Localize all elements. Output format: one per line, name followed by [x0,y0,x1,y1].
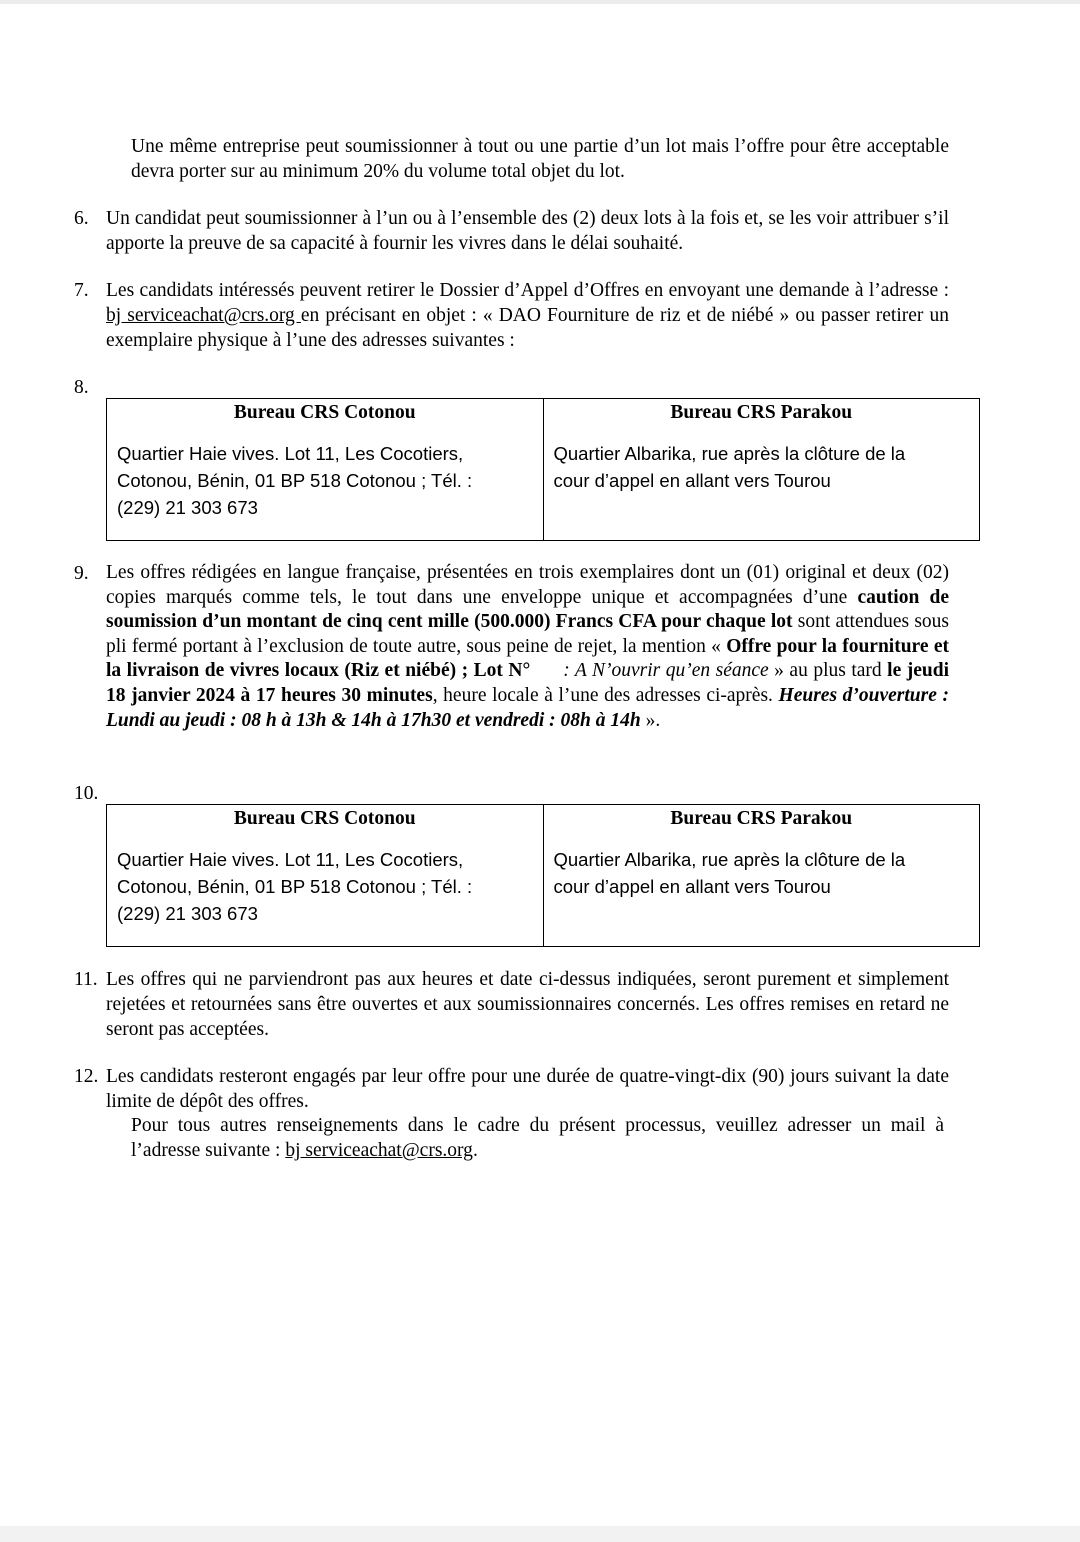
item-8-number: 8. [74,377,89,398]
item-9-bold-mention: Offre pour la fourniture et la livraison de vivres locaux (Riz et niébé) ; Lot N° [106,635,949,682]
item-9-opening-hours: Heures d’ouverture : Lundi au jeudi : 08 h à 13h & 14h à 17h30 et vendredi : 08h à 14h [106,684,949,731]
parakou-address-line: cour d’appel en allant vers Tourou [553,876,831,897]
cotonou-address-line: Cotonou, Bénin, 01 BP 518 Cotonou ; Tél. : [117,876,473,897]
item-11-text: Les offres qui ne parviendront pas aux heures et date ci-dessus indiquées, seront purement et simplement rejetées et retournées sans être ouvertes et aux soumissionnaires concernés. Les offres remises en retard ne seront pas acceptées. [106,969,949,1040]
item-7-text-a: Les candidats intéressés peuvent retirer le Dossier d’Appel d’Offres en envoyant une demande à l’adresse : [106,280,949,301]
address-table-10 [106,804,980,947]
item-9-paragraph [106,561,949,733]
cotonou-address-line: Cotonou, Bénin, 01 BP 518 Cotonou ; Tél. : [117,470,473,491]
item-12-number: 12. [74,1066,99,1087]
top-band [0,0,1080,4]
item-7-number: 7. [74,280,89,301]
item-11-paragraph [106,967,949,1042]
item-9-text: sont attendues sous pli fermé portant à l’exclusion de toute autre, sous peine de rejet, la mention « [106,611,949,657]
parakou-address-cell [543,428,980,540]
item-9-text: , heure locale à l’une des adresses ci-après. [432,684,779,706]
closing-period: . [472,1140,478,1161]
parakou-address-line: Quartier Albarika, rue après la clôture de la [553,443,906,464]
intro-paragraph [131,134,949,184]
item-7-paragraph [106,278,949,353]
item-11-number: 11. [74,969,98,990]
closing-text: Pour tous autres renseignements dans le cadre du présent processus, veuillez adresser un mail à l’adresse suivante : [131,1115,944,1161]
item-9-text: » au plus tard [768,660,888,682]
cotonou-address-line: Quartier Haie vives. Lot 11, Les Cocotiers, [117,849,464,870]
item-12-paragraph [106,1064,949,1114]
closing-email-link[interactable]: bj serviceachat@crs.org [285,1140,473,1161]
item-7-text-b: en précisant en objet : « DAO Fourniture de riz et de niébé » ou passer retirer un exemplaire physique à l’une des adresses suivantes : [106,305,949,351]
parakou-address-cell [543,834,980,946]
item-6-number: 6. [74,208,89,229]
cotonou-address-line: Quartier Haie vives. Lot 11, Les Cocotiers, [117,443,464,464]
item-9-text: Les offres rédigées en langue française, présentées en trois exemplaires dont un (01) original et deux (02) copies marqués comme tels, le tout dans une enveloppe unique et accompagnées d’une [106,562,949,608]
cotonou-address-cell [107,834,544,946]
item-6-text: Un candidat peut soumissionner à l’un ou à l’ensemble des (2) deux lots à la fois et, se les voir attribuer s’il apporte la preuve de sa capacité à fournir les vivres dans le délai souhaité. [106,208,949,254]
item-12-text: Les candidats resteront engagés par leur offre pour une durée de quatre-vingt-dix (90) jours suivant la date limite de dépôt des offres. [106,1066,949,1112]
cotonou-phone: (229) 21 303 673 [117,903,258,924]
parakou-address-line: Quartier Albarika, rue après la clôture de la [553,849,906,870]
table-header-parakou: Bureau CRS Parakou [543,805,980,835]
item-9-bold-caution: caution de soumission d’un montant de cinq cent mille (500.000) Francs CFA pour chaque lot [106,586,949,633]
item-6-paragraph [106,206,949,256]
item-9-number: 9. [74,563,89,584]
parakou-address-line: cour d’appel en allant vers Tourou [553,470,831,491]
intro-text: Une même entreprise peut soumissionner à tout ou une partie d’un lot mais l’offre pour être acceptable devra porter sur au minimum 20% du volume total objet du lot. [131,136,949,182]
item-9-italic: : A N’ouvrir qu’en séance [530,660,769,682]
item-9-bold-deadline: le jeudi 18 janvier 2024 à 17 heures 30 minutes [106,660,949,706]
cotonou-address-cell [107,428,544,540]
bottom-band [0,1526,1080,1542]
closing-paragraph [131,1113,944,1163]
item-9-text: ». [640,709,661,731]
address-table-8 [106,398,980,541]
cotonou-phone: (229) 21 303 673 [117,497,258,518]
table-header-cotonou: Bureau CRS Cotonou [107,805,544,835]
item-10-number: 10. [74,783,99,804]
table-header-cotonou: Bureau CRS Cotonou [107,399,544,429]
table-header-parakou: Bureau CRS Parakou [543,399,980,429]
email-link[interactable]: bj serviceachat@crs.org [106,305,301,326]
